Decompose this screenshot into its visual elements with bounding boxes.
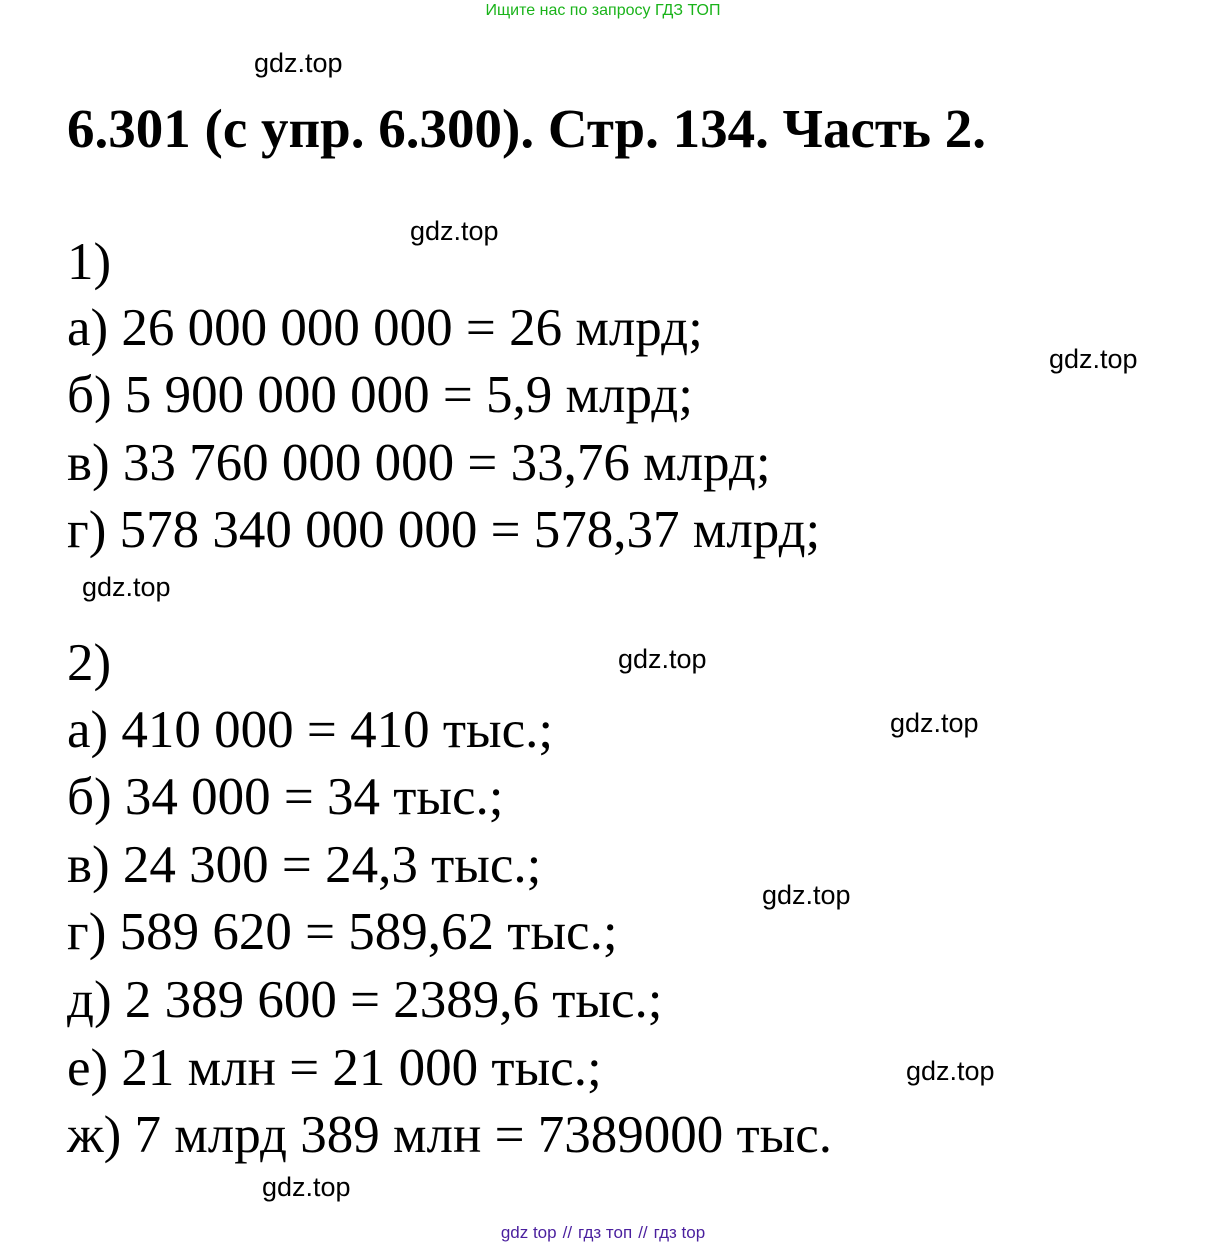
part2-item-a: а) 410 000 = 410 тыс.; (67, 701, 554, 759)
watermark: gdz.top (762, 880, 851, 910)
part2-item-g: г) 589 620 = 589,62 тыс.; (67, 903, 618, 961)
footer-links (0, 1222, 1206, 1244)
part2-item-d: д) 2 389 600 = 2389,6 тыс.; (67, 971, 663, 1029)
footer-separator: // (562, 1223, 573, 1242)
part2-item-zh: ж) 7 млрд 389 млн = 7389000 тыс. (67, 1106, 833, 1164)
watermark: gdz.top (906, 1056, 995, 1086)
footer-separator: // (638, 1223, 648, 1242)
page-title: 6.301 (с упр. 6.300). Стр. 134. Часть 2. (67, 98, 986, 159)
part2-item-v: в) 24 300 = 24,3 тыс.; (67, 836, 542, 894)
part1-item-g: г) 578 340 000 000 = 578,37 млрд; (67, 501, 821, 559)
watermark: gdz.top (618, 644, 707, 674)
watermark: gdz.top (410, 216, 499, 246)
watermark: gdz.top (890, 708, 979, 738)
part1-item-b: б) 5 900 000 000 = 5,9 млрд; (67, 366, 693, 424)
footer-link[interactable]: гдз топ (578, 1223, 633, 1242)
watermark: gdz.top (254, 48, 343, 78)
part2-heading: 2) (67, 634, 112, 692)
footer-link[interactable]: гдз top (653, 1223, 706, 1242)
watermark: gdz.top (262, 1172, 351, 1202)
part2-item-e: е) 21 млн = 21 000 тыс.; (67, 1039, 602, 1097)
part2-item-b: б) 34 000 = 34 тыс.; (67, 768, 504, 826)
part1-heading: 1) (67, 233, 112, 291)
watermark: gdz.top (82, 572, 171, 602)
top-banner: Ищите нас по запросу ГДЗ ТОП (485, 2, 721, 19)
part1-item-v: в) 33 760 000 000 = 33,76 млрд; (67, 434, 771, 492)
watermark: gdz.top (1049, 344, 1138, 374)
part1-item-a: а) 26 000 000 000 = 26 млрд; (67, 299, 703, 357)
footer-link[interactable]: gdz top (500, 1223, 557, 1242)
